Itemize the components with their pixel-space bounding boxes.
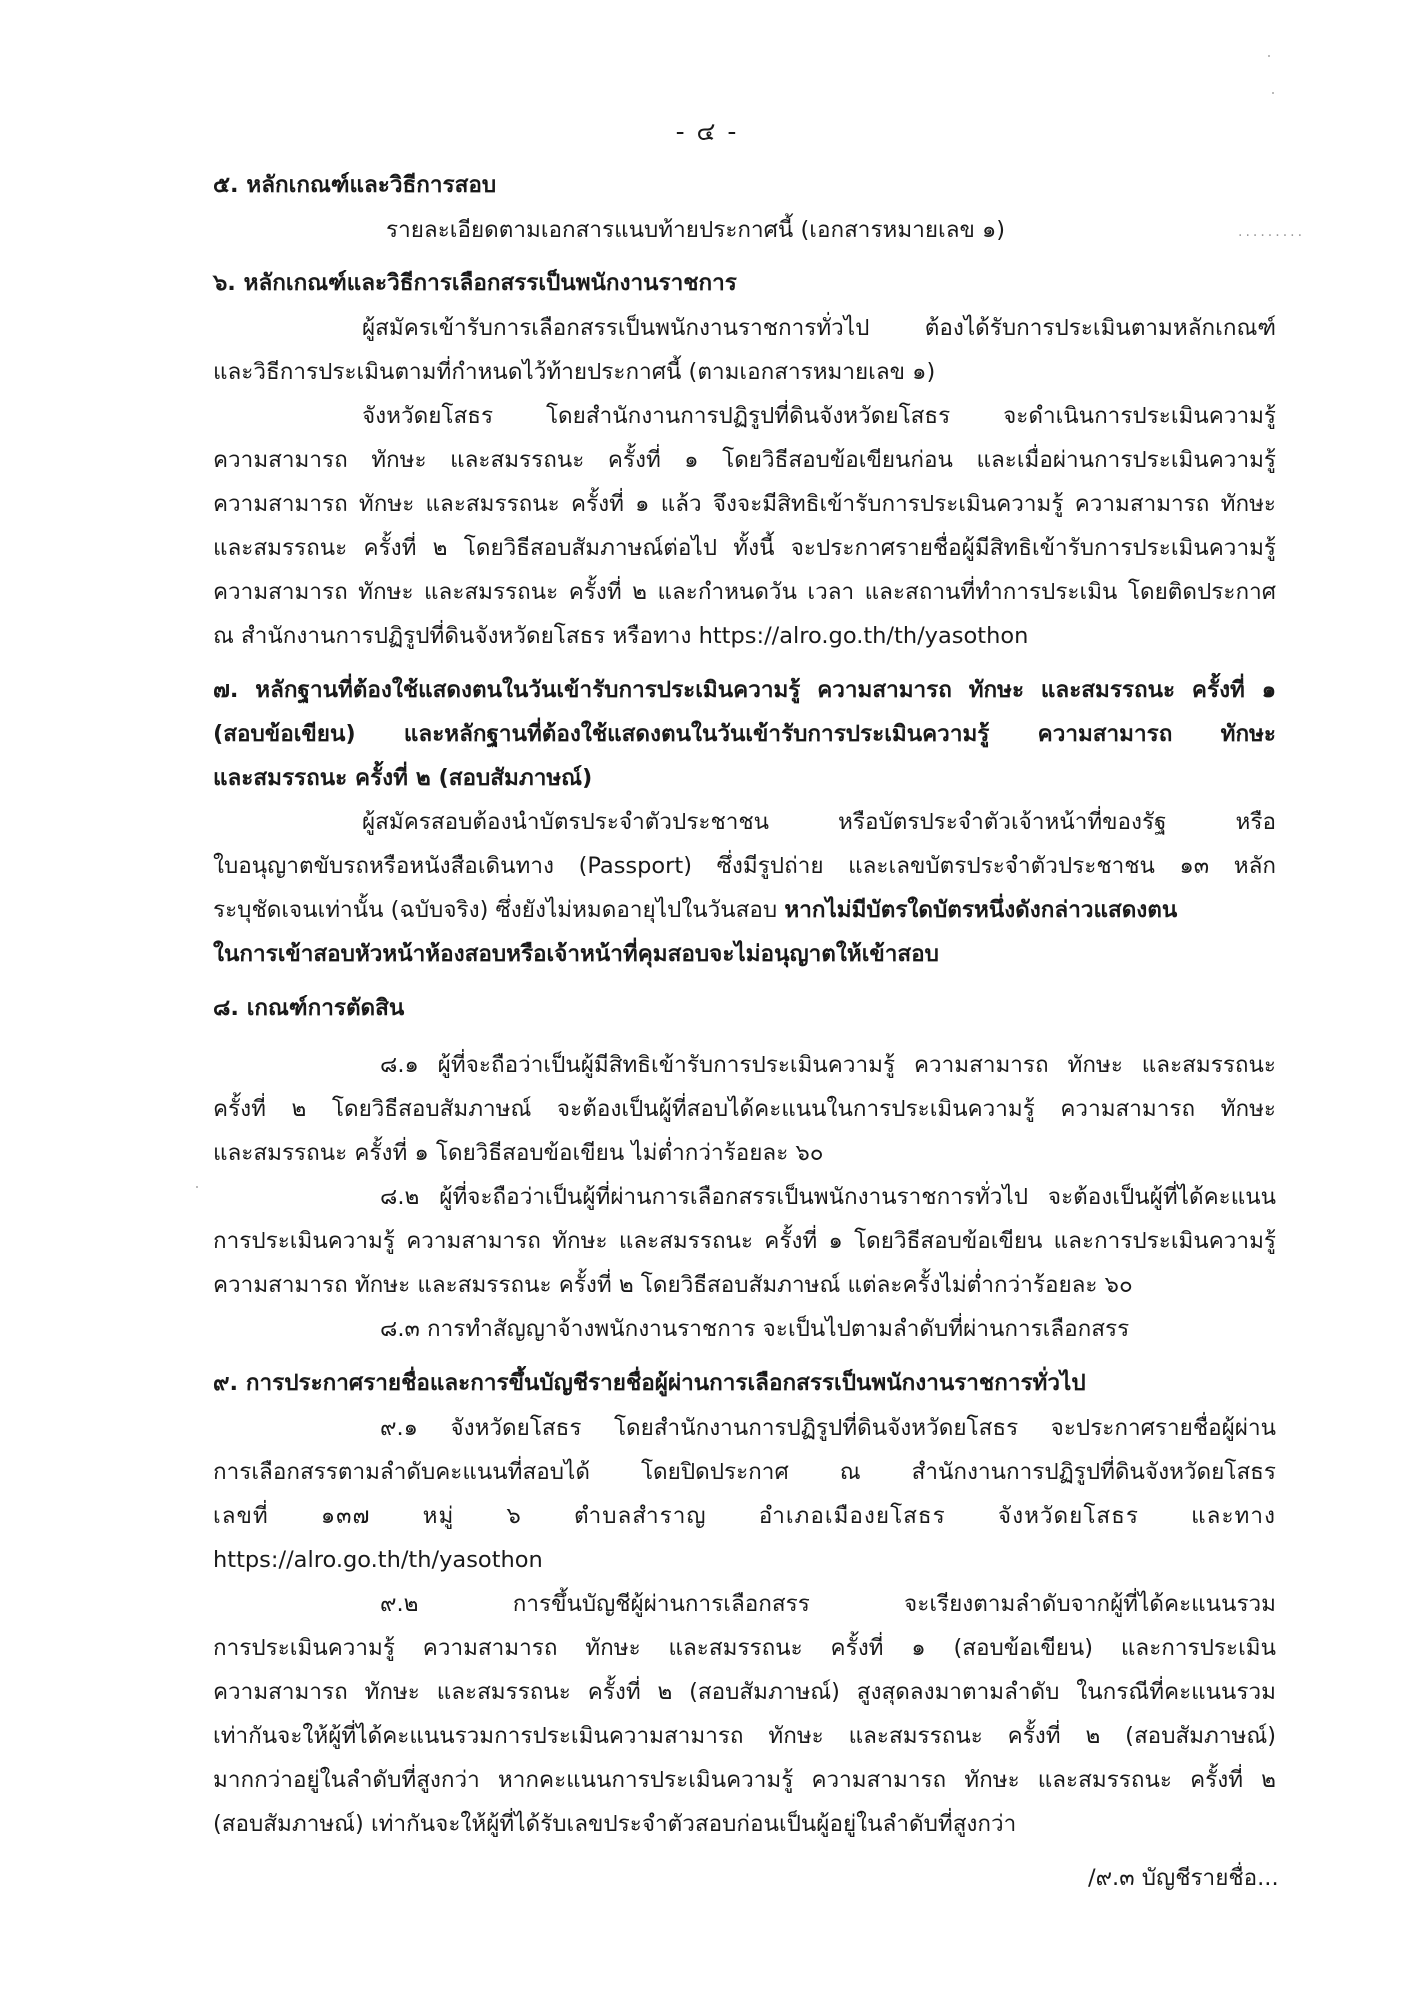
section-6-paragraph-2-line: ความสามารถ ทักษะ และสมรรถนะ ครั้งที่ ๑ แล้ว จึงจะมีสิทธิเข้ารับการประเมินความรู้ ความสามารถ ทักษะ (213, 491, 1276, 517)
section-6-paragraph-1-line: และวิธีการประเมินตามที่กำหนดไว้ท้ายประกาศนี้ (ตามเอกสารหมายเลข ๑) (213, 359, 936, 385)
clause-9-1-line: การเลือกสรรตามลำดับคะแนนที่สอบได้ โดยปิดประกาศ ณ สำนักงานการปฏิรูปที่ดินจังหวัดยโสธร (213, 1459, 1276, 1485)
criterion-8-1-line: ครั้งที่ ๒ โดยวิธีสอบสัมภาษณ์ จะต้องเป็นผู้ที่สอบได้คะแนนในการประเมินความรู้ ความสามารถ ทักษะ (213, 1096, 1276, 1122)
section-5-heading: ๕. หลักเกณฑ์และวิธีการสอบ (213, 172, 497, 198)
section-6-paragraph-2-line: และสมรรถนะ ครั้งที่ ๒ โดยวิธีสอบสัมภาษณ์ต่อไป ทั้งนี้ จะประกาศรายชื่อผู้มีสิทธิเข้ารับการประเมินความรู้ (213, 535, 1276, 561)
scan-speck (196, 1186, 198, 1188)
section-6-paragraph-2-line: จังหวัดยโสธร โดยสำนักงานการปฏิรูปที่ดินจังหวัดยโสธร จะดำเนินการประเมินความรู้ (362, 403, 1276, 429)
clause-9-1-line: ๙.๑ จังหวัดยโสธร โดยสำนักงานการปฏิรูปที่ดินจังหวัดยโสธร จะประกาศรายชื่อผู้ผ่าน (380, 1415, 1276, 1441)
section-6-paragraph-2-line: ณ สำนักงานการปฏิรูปที่ดินจังหวัดยโสธร หรือทาง https://alro.go.th/th/yasothon (213, 623, 1029, 649)
criterion-8-1-line: ๘.๑ ผู้ที่จะถือว่าเป็นผู้มีสิทธิเข้ารับการประเมินความรู้ ความสามารถ ทักษะ และสมรรถนะ (380, 1052, 1276, 1078)
section-7-heading-line: ๗. หลักฐานที่ต้องใช้แสดงตนในวันเข้ารับการประเมินความรู้ ความสามารถ ทักษะ และสมรรถนะ ครั้งที่ ๑ (213, 677, 1276, 703)
clause-9-2-line: เท่ากันจะให้ผู้ที่ได้คะแนนรวมการประเมินความสามารถ ทักษะ และสมรรถนะ ครั้งที่ ๒ (สอบสัมภาษณ์) (213, 1723, 1276, 1749)
criterion-8-2-line: การประเมินความรู้ ความสามารถ ทักษะ และสมรรถนะ ครั้งที่ ๑ โดยวิธีสอบข้อเขียน และการประเมินความรู้ (213, 1228, 1276, 1254)
clause-9-2-line: มากกว่าอยู่ในลำดับที่สูงกว่า หากคะแนนการประเมินความรู้ ความสามารถ ทักษะ และสมรรถนะ ครั้งที่ ๒ (213, 1767, 1276, 1793)
margin-mark: ......... (1238, 224, 1306, 240)
section-6-heading: ๖. หลักเกณฑ์และวิธีการเลือกสรรเป็นพนักงานราชการ (213, 270, 737, 296)
section-7-warning-start: หากไม่มีบัตรใดบัตรหนึ่งดังกล่าวแสดงตน (784, 897, 1178, 923)
section-7-paragraph-line: ผู้สมัครสอบต้องนำบัตรประจำตัวประชาชน หรือบัตรประจำตัวเจ้าหน้าที่ของรัฐ หรือ (362, 809, 1276, 835)
clause-9-2-line: การประเมินความรู้ ความสามารถ ทักษะ และสมรรถนะ ครั้งที่ ๑ (สอบข้อเขียน) และการประเมิน (213, 1635, 1276, 1661)
page-number: - ๔ - (675, 117, 739, 146)
scan-speck (1272, 92, 1274, 94)
criterion-8-2-line: ๘.๒ ผู้ที่จะถือว่าเป็นผู้ที่ผ่านการเลือกสรรเป็นพนักงานราชการทั่วไป จะต้องเป็นผู้ที่ได้คะแนน (380, 1184, 1276, 1210)
section-6-paragraph-1-line: ผู้สมัครเข้ารับการเลือกสรรเป็นพนักงานราชการทั่วไป ต้องได้รับการประเมินตามหลักเกณฑ์ (362, 315, 1276, 341)
section-9-heading: ๙. การประกาศรายชื่อและการขึ้นบัญชีรายชื่อผู้ผ่านการเลือกสรรเป็นพนักงานราชการทั่วไป (213, 1370, 1086, 1396)
section-5-text: รายละเอียดตามเอกสารแนบท้ายประกาศนี้ (เอกสารหมายเลข ๑) (386, 217, 1006, 243)
section-7-paragraph-line (213, 897, 1276, 924)
section-7-warning-end: ในการเข้าสอบหัวหน้าห้องสอบหรือเจ้าหน้าที่คุมสอบจะไม่อนุญาตให้เข้าสอบ (213, 941, 939, 967)
criterion-8-2-line: ความสามารถ ทักษะ และสมรรถนะ ครั้งที่ ๒ โดยวิธีสอบสัมภาษณ์ แต่ละครั้งไม่ต่ำกว่าร้อยละ ๖๐ (213, 1272, 1133, 1298)
criterion-8-3-line: ๘.๓ การทำสัญญาจ้างพนักงานราชการ จะเป็นไปตามลำดับที่ผ่านการเลือกสรร (380, 1316, 1130, 1342)
clause-9-2-line: ความสามารถ ทักษะ และสมรรถนะ ครั้งที่ ๒ (สอบสัมภาษณ์) สูงสุดลงมาตามลำดับ ในกรณีที่คะแนนรวม (213, 1679, 1276, 1705)
clause-9-2-line: (สอบสัมภาษณ์) เท่ากันจะให้ผู้ที่ได้รับเลขประจำตัวสอบก่อนเป็นผู้อยู่ในลำดับที่สูงกว่า (213, 1811, 1017, 1837)
section-6-paragraph-2-line: ความสามารถ ทักษะ และสมรรถนะ ครั้งที่ ๑ โดยวิธีสอบข้อเขียนก่อน และเมื่อผ่านการประเมินความรู้ (213, 447, 1276, 473)
clause-9-1-url: https://alro.go.th/th/yasothon (213, 1547, 543, 1573)
section-7-heading-line: (สอบข้อเขียน) และหลักฐานที่ต้องใช้แสดงตนในวันเข้ารับการประเมินความรู้ ความสามารถ ทักษะ (213, 721, 1276, 747)
section-8-heading: ๘. เกณฑ์การตัดสิน (213, 995, 405, 1021)
section-7-paragraph-line: ใบอนุญาตขับรถหรือหนังสือเดินทาง (Passport) ซึ่งมีรูปถ่าย และเลขบัตรประจำตัวประชาชน ๑๓ หลัก (213, 853, 1276, 879)
clause-9-2-line: ๙.๒ การขึ้นบัญชีผู้ผ่านการเลือกสรร จะเรียงตามลำดับจากผู้ที่ได้คะแนนรวม (380, 1591, 1276, 1617)
clause-9-1-line: เลขที่ ๑๓๗ หมู่ ๖ ตำบลสำราญ อำเภอเมืองยโสธร จังหวัดยโสธร และทาง (213, 1503, 1276, 1529)
criterion-8-1-line: และสมรรถนะ ครั้งที่ ๑ โดยวิธีสอบข้อเขียน ไม่ต่ำกว่าร้อยละ ๖๐ (213, 1140, 824, 1166)
section-7-id-requirement: ระบุชัดเจนเท่านั้น (ฉบับจริง) ซึ่งยังไม่หมดอายุไปในวันสอบ (213, 897, 785, 923)
section-7-heading-line: และสมรรถนะ ครั้งที่ ๒ (สอบสัมภาษณ์) (213, 765, 593, 791)
section-6-paragraph-2-line: ความสามารถ ทักษะ และสมรรถนะ ครั้งที่ ๒ และกำหนดวัน เวลา และสถานที่ทำการประเมิน โดยติดประกาศ (213, 579, 1276, 605)
continuation-marker: /๙.๓ บัญชีรายชื่อ... (1088, 1865, 1279, 1891)
scan-speck (1268, 55, 1270, 57)
